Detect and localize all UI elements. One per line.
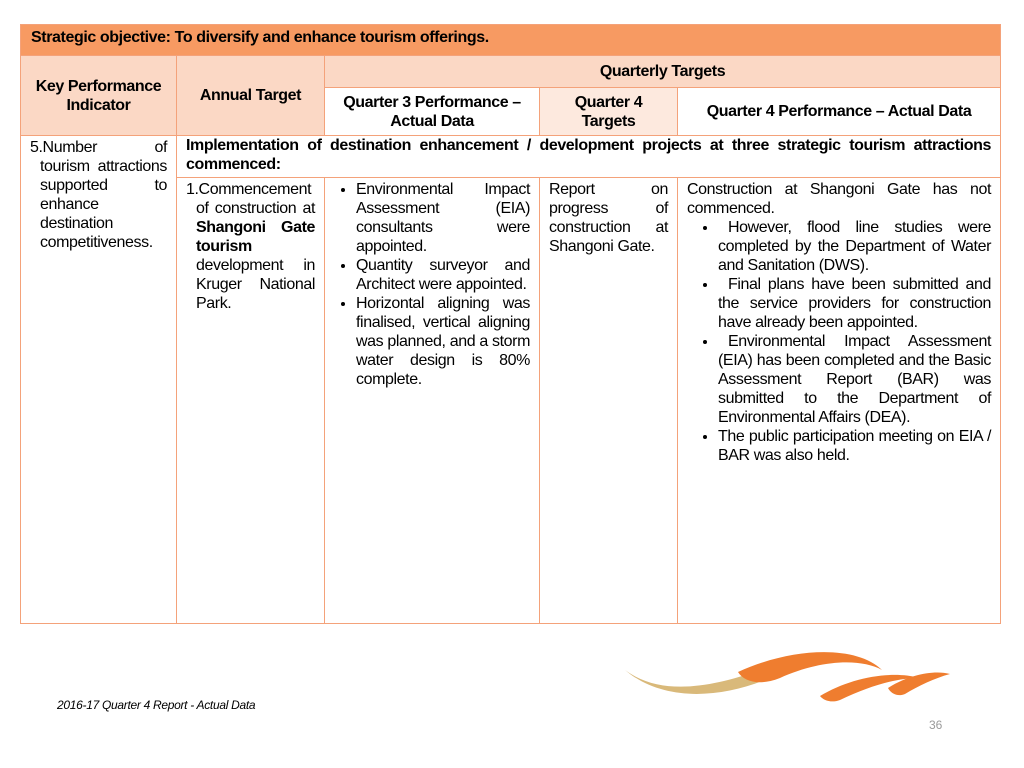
q4-targets-header: Quarter 4 Targets [540, 88, 678, 136]
quarterly-targets-header: Quarterly Targets [325, 56, 1001, 88]
annual-target-cell [177, 178, 325, 624]
report-footer-note: 2016-17 Quarter 4 Report - Actual Data [57, 698, 256, 712]
q4-intro: Construction at Shangoni Gate has not commenced. [687, 181, 992, 217]
page-number: 36 [929, 718, 943, 732]
kpi-text: 5.Number of tourism attractions supported to enhance destination competitiveness. [30, 139, 167, 251]
annual-target-text: 1.Commencement of construction at Shangoni Gate tourism development in Kruger National Park. [186, 181, 315, 312]
list-item: • Horizontal aligning was finalised, vertical aligning was planned, and a storm water design is 80% complete. [356, 294, 530, 389]
q3-performance-cell [325, 178, 540, 624]
list-item: • The public participation meeting on EIA / BAR was also held. [718, 427, 991, 465]
kpi-cell [21, 136, 177, 624]
list-item: • However, flood line studies were completed by the Department of Water and Sanitation (DWS). [718, 218, 991, 275]
q4-list [687, 218, 991, 465]
q4-performance-cell [678, 178, 1001, 624]
strategic-objective: Strategic objective: To diversify and enhance tourism offerings. [21, 25, 1001, 56]
annual-target-header: Annual Target [177, 56, 325, 136]
list-item: • Final plans have been submitted and the service providers for construction have already been appointed. [718, 275, 991, 332]
list-item: • Environmental Impact Assessment (EIA) has been completed and the Basic Assessment Report (BAR) was submitted to the Department of Environmental Affairs (DEA). [718, 332, 991, 427]
swoosh-logo-icon [620, 648, 955, 708]
q3-performance-header: Quarter 3 Performance – Actual Data [325, 88, 540, 136]
q3-list [334, 180, 530, 389]
annual-target-bold: Shangoni Gate tourism [196, 219, 315, 255]
list-item: • Quantity surveyor and Architect were appointed. [356, 256, 530, 294]
q4-target-cell: Report on progress of construction at Shangoni Gate. [540, 178, 678, 624]
project-heading: Implementation of destination enhancement / development projects at three strategic tourism attractions commenced: [177, 136, 1001, 178]
q4-performance-header: Quarter 4 Performance – Actual Data [678, 88, 1001, 136]
kpi-header: Key Performance Indicator [21, 56, 177, 136]
performance-table [20, 24, 1001, 624]
list-item: • Environmental Impact Assessment (EIA) consultants were appointed. [356, 180, 530, 256]
